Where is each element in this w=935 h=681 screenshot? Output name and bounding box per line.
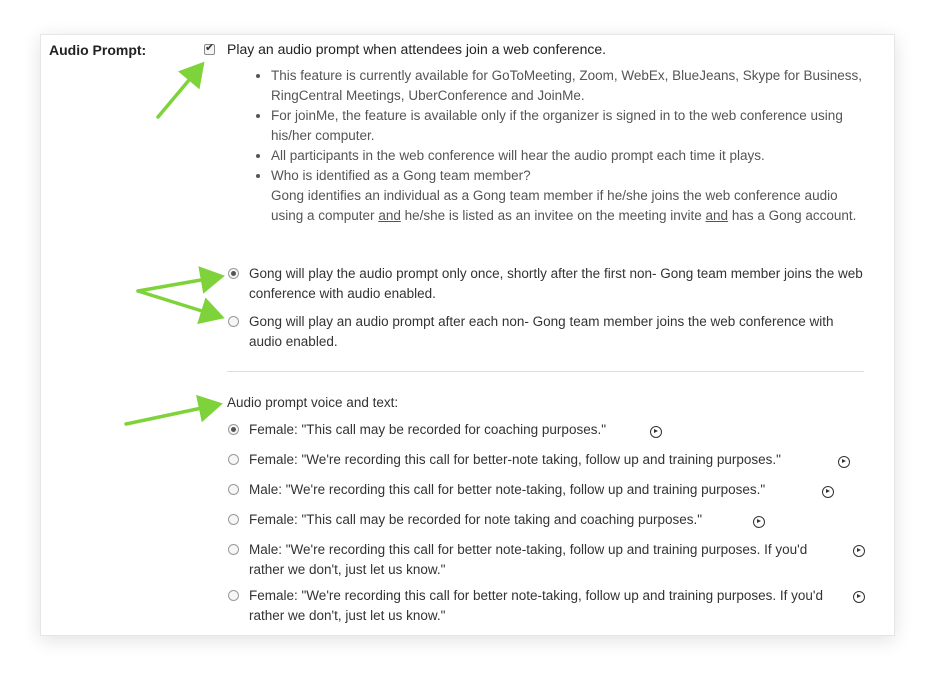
play-circle-icon[interactable] [853, 545, 865, 557]
voice-option-label-4: Female: "This call may be recorded for note taking and coaching purposes." [249, 512, 703, 527]
play-circle-icon[interactable] [822, 486, 834, 498]
note-item: • This feature is currently available for GoToMeeting, Zoom, WebEx, BlueJeans, Skype for Business, RingCentral Meetings, UberConference and JoinMe. [271, 66, 871, 106]
voice-option-label-5: Male: "We're recording this call for better note-taking, follow up and training purposes. If you'd rather we don't, just let us know." [249, 542, 808, 577]
section-divider [227, 371, 864, 372]
gong-member-and-1: and [378, 208, 401, 223]
voice-option-radio-1[interactable] [228, 424, 239, 435]
gong-member-question: Who is identified as a Gong team member? [271, 168, 531, 183]
play-circle-icon[interactable] [838, 456, 850, 468]
gong-member-explanation-2: he/she is listed as an invitee on the meeting invite [400, 208, 706, 223]
play-audio-prompt-label: Play an audio prompt when attendees join a web conference. [227, 41, 607, 57]
play-once-label: Gong will play the audio prompt only once, shortly after the first non- Gong team member joins the web conference with audio enabled. [249, 266, 863, 301]
voice-option-radio-3[interactable] [228, 484, 239, 495]
play-each-label: Gong will play an audio prompt after each non- Gong team member joins the web conference with audio enabled. [249, 314, 834, 349]
voice-option-label-6: Female: "We're recording this call for better note-taking, follow up and training purposes. If you'd rather we don't, just let us know." [249, 588, 823, 623]
voice-option-radio-4[interactable] [228, 514, 239, 525]
voice-option-radio-2[interactable] [228, 454, 239, 465]
voice-option-label-3: Male: "We're recording this call for better note-taking, follow up and training purposes." [249, 482, 766, 497]
play-each-radio[interactable] [228, 316, 239, 327]
play-audio-prompt-checkbox[interactable] [204, 44, 215, 55]
audio-prompt-label: Audio Prompt: [49, 42, 147, 58]
checkmark-icon: ✔ [205, 42, 215, 54]
play-once-radio[interactable] [228, 268, 239, 279]
note-item: • All participants in the web conference will hear the audio prompt each time it plays. [271, 146, 871, 166]
feature-notes-list [251, 66, 871, 226]
note-item-gong-member [271, 166, 871, 226]
gong-member-explanation-3: has a Gong account. [728, 208, 857, 223]
note-item: • For joinMe, the feature is available only if the organizer is signed in to the web conference using his/her computer. [271, 106, 871, 146]
voice-option-radio-5[interactable] [228, 544, 239, 555]
voice-option-radio-6[interactable] [228, 590, 239, 601]
voice-option-label-1: Female: "This call may be recorded for coaching purposes." [249, 422, 606, 437]
gong-member-explanation-1: Gong identifies an individual as a Gong team member if he/she joins the web conference audio using a computer [271, 188, 838, 223]
play-circle-icon[interactable] [753, 516, 765, 528]
play-circle-icon[interactable] [650, 426, 662, 438]
voice-option-label-2: Female: "We're recording this call for better-note taking, follow up and training purposes." [249, 452, 781, 467]
voice-section-label: Audio prompt voice and text: [227, 395, 399, 410]
gong-member-and-2: and [705, 208, 729, 223]
play-circle-icon[interactable] [853, 591, 865, 603]
